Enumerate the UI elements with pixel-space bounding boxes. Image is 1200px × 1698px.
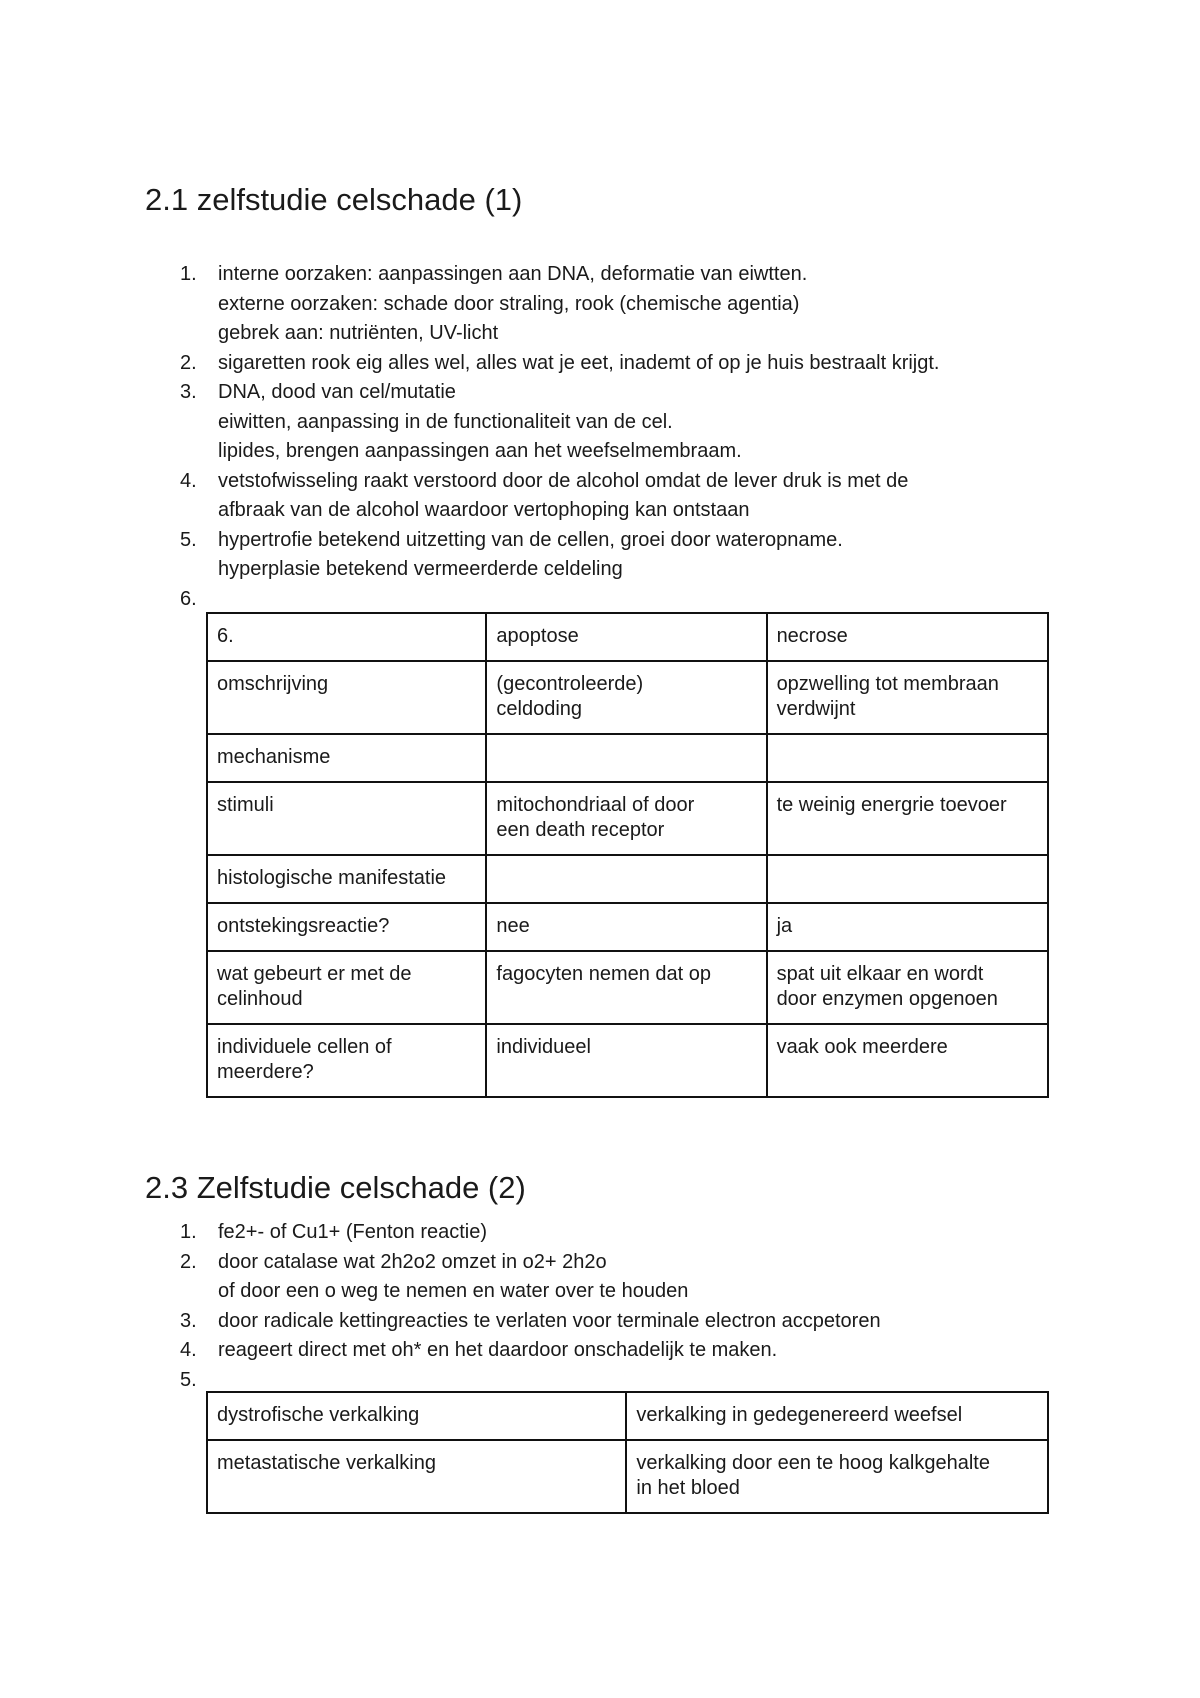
- list-text: externe oorzaken: schade door straling, rook (chemische agentia): [218, 292, 800, 315]
- list-item: [0, 526, 1100, 585]
- table-cell: [626, 1440, 1048, 1513]
- list-text: fe2+- of Cu1+ (Fenton reactie): [218, 1221, 488, 1243]
- cell-text: histologische manifestatie: [217, 867, 447, 889]
- table-cell: [486, 782, 766, 855]
- calcification-table: [206, 1391, 1049, 1514]
- table-cell: [207, 734, 486, 782]
- list-number: 5.: [180, 528, 197, 551]
- list-item: [0, 1218, 1100, 1248]
- table-cell: [767, 903, 1048, 951]
- list-text: eiwitten, aanpassing in de functionaliteit van de cel.: [218, 410, 673, 433]
- list-item: [0, 378, 1100, 467]
- cell-text: stimuli: [217, 794, 274, 816]
- list-number: 3.: [180, 1309, 197, 1332]
- table-row: [207, 855, 1048, 903]
- cell-text: apoptose: [496, 625, 579, 647]
- list-number: 4.: [180, 469, 197, 492]
- table-row: [207, 1024, 1048, 1097]
- section-2-title: 2.3 Zelfstudie celschade (2): [145, 1170, 526, 1205]
- list-text: vetstofwisseling raakt verstoord door de alcohol omdat de lever druk is met de: [218, 469, 909, 492]
- table-cell: [486, 613, 766, 661]
- list-text: door catalase wat 2h2o2 omzet in o2+ 2h2o: [218, 1250, 607, 1273]
- list-text: hyperplasie betekend vermeerderde celdeling: [218, 558, 623, 580]
- table-cell: [207, 613, 486, 661]
- list-number: 1.: [180, 263, 197, 285]
- table-cell: [207, 903, 486, 951]
- section-2-list: [0, 1218, 1100, 1395]
- cell-text: fagocyten nemen dat op: [496, 963, 712, 985]
- list-number: 6.: [180, 587, 197, 610]
- section-1-title: 2.1 zelfstudie celschade (1): [145, 182, 523, 217]
- cell-text: individueel: [496, 1036, 591, 1058]
- cell-text: wat gebeurt er met de: [217, 963, 412, 985]
- list-item: [0, 260, 1100, 349]
- cell-text: een death receptor: [496, 819, 665, 841]
- list-item: [0, 467, 1100, 526]
- table-cell: [207, 855, 486, 903]
- table-cell: [486, 951, 766, 1024]
- list-text: hypertrofie betekend uitzetting van de cellen, groei door wateropname.: [218, 528, 843, 551]
- list-item: [0, 1336, 1100, 1366]
- list-text: of door een o weg te nemen en water over te houden: [218, 1280, 689, 1302]
- list-number: 2.: [180, 1250, 197, 1273]
- cell-text: 6.: [217, 625, 234, 647]
- cell-text: verkalking in gedegenereerd weefsel: [636, 1404, 963, 1426]
- list-text: lipides, brengen aanpassingen aan het weefselmembraam.: [218, 440, 742, 462]
- cell-text: metastatische verkalking: [217, 1452, 436, 1474]
- table-cell: [767, 734, 1048, 782]
- cell-text: verdwijnt: [776, 698, 856, 720]
- table-cell: [767, 613, 1048, 661]
- table-cell: [486, 903, 766, 951]
- list-item: [0, 1307, 1100, 1337]
- cell-text: meerdere?: [217, 1061, 314, 1083]
- section-1-list: [0, 260, 1100, 614]
- table-cell: [207, 1024, 486, 1097]
- cell-text: ontstekingsreactie?: [217, 915, 390, 937]
- cell-text: mitochondriaal of door: [496, 794, 695, 816]
- table-cell: [767, 782, 1048, 855]
- cell-text: in het bloed: [636, 1477, 740, 1499]
- list-number: 5.: [180, 1368, 197, 1391]
- list-item: [0, 1248, 1100, 1307]
- table-row: [207, 734, 1048, 782]
- cell-text: omschrijving: [217, 673, 329, 695]
- list-text: DNA, dood van cel/mutatie: [218, 381, 456, 403]
- cell-text: nee: [496, 915, 530, 937]
- cell-text: verkalking door een te hoog kalkgehalte: [636, 1452, 990, 1474]
- cell-text: celinhoud: [217, 988, 303, 1010]
- table-cell: [486, 1024, 766, 1097]
- list-text: reageert direct met oh* en het daardoor onschadelijk te maken.: [218, 1339, 778, 1361]
- table-row: [207, 661, 1048, 734]
- list-text: gebrek aan: nutriënten, UV-licht: [218, 322, 499, 344]
- cell-text: (gecontroleerde): [496, 673, 644, 695]
- table-cell: [486, 661, 766, 734]
- table-cell: [207, 782, 486, 855]
- table-row: [207, 1440, 1048, 1513]
- table-cell: [207, 951, 486, 1024]
- cell-text: te weinig energrie toevoer: [776, 794, 1007, 816]
- cell-death-comparison-table: [206, 612, 1049, 1098]
- table-cell: [767, 855, 1048, 903]
- table-cell: [767, 951, 1048, 1024]
- table-cell: [626, 1392, 1048, 1440]
- cell-text: ja: [776, 915, 793, 937]
- table-cell: [207, 1392, 626, 1440]
- table-row: [207, 951, 1048, 1024]
- list-number: 2.: [180, 351, 197, 374]
- cell-text: mechanisme: [217, 746, 331, 768]
- table-cell: [767, 661, 1048, 734]
- list-text: interne oorzaken: aanpassingen aan DNA, deformatie van eiwtten.: [218, 263, 808, 285]
- cell-text: individuele cellen of: [217, 1036, 392, 1058]
- table-row: [207, 1392, 1048, 1440]
- table-row: [207, 782, 1048, 855]
- list-number: 3.: [180, 381, 197, 403]
- table-row: [207, 613, 1048, 661]
- list-text: sigaretten rook eig alles wel, alles wat je eet, inademt of op je huis bestraalt krijgt.: [218, 351, 940, 374]
- cell-text: vaak ook meerdere: [776, 1036, 948, 1058]
- list-item: [0, 585, 1100, 615]
- table-cell: [767, 1024, 1048, 1097]
- cell-text: celdoding: [496, 698, 583, 720]
- list-number: 4.: [180, 1339, 197, 1361]
- cell-text: spat uit elkaar en wordt: [776, 963, 984, 985]
- cell-text: necrose: [776, 625, 848, 647]
- list-text: [218, 585, 1100, 615]
- table-cell: [207, 661, 486, 734]
- table-cell: [486, 855, 766, 903]
- cell-text: opzwelling tot membraan: [776, 673, 999, 695]
- table-row: [207, 903, 1048, 951]
- cell-text: dystrofische verkalking: [217, 1404, 420, 1426]
- list-text: afbraak van de alcohol waardoor vertophoping kan ontstaan: [218, 499, 750, 521]
- cell-text: door enzymen opgenoen: [776, 988, 998, 1010]
- list-text: door radicale kettingreacties te verlaten voor terminale electron accpetoren: [218, 1309, 881, 1332]
- list-item: [0, 349, 1100, 379]
- table-cell: [486, 734, 766, 782]
- table-cell: [207, 1440, 626, 1513]
- list-number: 1.: [180, 1221, 197, 1243]
